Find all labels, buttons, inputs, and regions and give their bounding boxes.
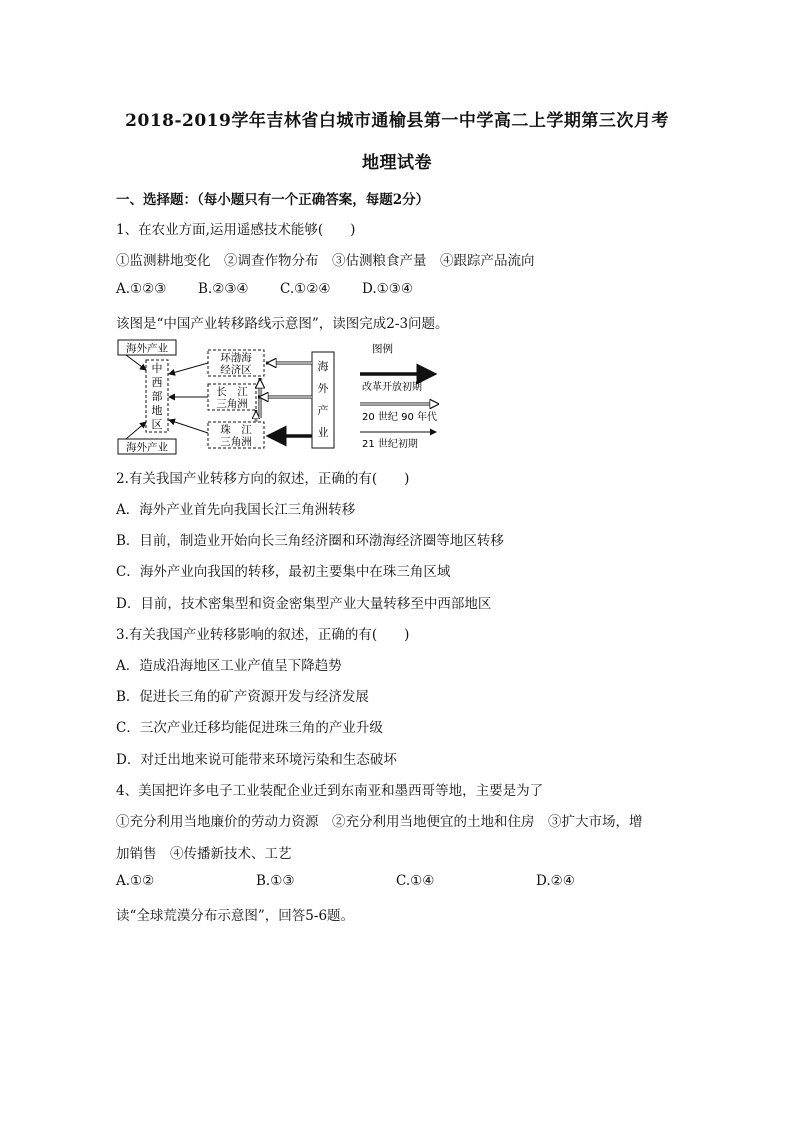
q2-option-d[interactable]: D．目前，技术密集型和资金密集型产业大量转移至中西部地区 — [116, 596, 492, 612]
or-char-3: 产 — [317, 404, 329, 417]
q3-option-c[interactable]: C．三次产业迁移均能促进珠三角的产业升级 — [116, 720, 383, 736]
yangtze-box — [208, 384, 256, 410]
cw-char-1: 中 — [151, 362, 163, 375]
or-char-4: 业 — [317, 426, 329, 439]
q3-option-d[interactable]: D．对迁出地来说可能带来环境污染和生态破坏 — [116, 752, 397, 768]
industry-transfer-diagram — [116, 338, 476, 456]
q4-option-a[interactable]: A.①② — [116, 873, 155, 889]
section-heading: 一、选择题：（每小题只有一个正确答案，每题2分） — [116, 192, 430, 208]
arrow-pearl-to-cw — [169, 420, 208, 433]
legend-label-1: 改革开放初期 — [362, 382, 422, 393]
intro-q5-6: 读“全球荒漠分布示意图”，回答5-6题。 — [116, 908, 355, 924]
q1-stem: 1、在农业方面,运用遥感技术能够( ) — [116, 222, 356, 238]
q4-items-line1: ①充分利用当地廉价的劳动力资源 ②充分利用当地便宜的土地和住房 ③扩大市场，增 — [116, 814, 643, 830]
cw-char-2: 西 — [151, 376, 163, 389]
q4-stem: 4、美国把许多电子工业装配企业迁到东南亚和墨西哥等地，主要是为了 — [116, 783, 544, 799]
legend-label-3: 21 世纪初期 — [362, 439, 418, 450]
pearl-box — [208, 422, 264, 448]
overseas-industry-bottom-box — [118, 439, 176, 454]
cw-char-4: 地 — [151, 404, 163, 417]
q1-option-d[interactable]: D.①③④ — [362, 281, 413, 297]
exam-title-line1: 2018-2019学年吉林省白城市通榆县第一中学高二上学期第三次月考 — [125, 111, 669, 131]
q4-items-line2: 加销售 ④传播新技术、工艺 — [116, 846, 292, 862]
overseas-bottom-label: 海外产业 — [126, 441, 168, 454]
q2-option-b[interactable]: B．目前，制造业开始向长三角经济圈和环渤海经济圈等地区转移 — [116, 533, 504, 549]
central-west-box — [146, 360, 168, 432]
pearl-line2: 三角洲 — [220, 436, 252, 448]
arrow-overseas-bottom-to-cw — [126, 422, 146, 439]
cw-char-3: 部 — [151, 390, 163, 403]
diagram-legend — [360, 342, 438, 450]
arrow-bohai-to-cw — [169, 363, 208, 374]
q3-option-b[interactable]: B．促进长三角的矿产资源开发与经济发展 — [116, 689, 369, 705]
bohai-line2: 经济区 — [220, 364, 252, 376]
q1-option-a[interactable]: A.①②③ — [116, 281, 167, 297]
q3-stem: 3.有关我国产业转移影响的叙述，正确的有( ) — [116, 627, 410, 643]
bohai-line1: 环渤海 — [220, 352, 252, 364]
q1-option-c[interactable]: C.①②④ — [280, 281, 331, 297]
q4-option-d[interactable]: D.②④ — [536, 873, 575, 889]
yangtze-line1: 长 江 — [216, 386, 248, 398]
q2-option-a[interactable]: A．海外产业首先向我国长江三角洲转移 — [116, 502, 356, 518]
q2-stem: 2.有关我国产业转移方向的叙述，正确的有( ) — [116, 471, 410, 487]
overseas-industry-right-box — [312, 352, 334, 448]
legend-title: 图例 — [372, 343, 393, 355]
overseas-top-label: 海外产业 — [126, 342, 168, 355]
q4-options — [116, 873, 575, 889]
bohai-box — [208, 350, 264, 376]
intro-q2-3: 该图是“中国产业转移路线示意图”，读图完成2-3问题。 — [116, 316, 449, 332]
q4-option-b[interactable]: B.①③ — [256, 873, 295, 889]
overseas-industry-top-box — [118, 340, 176, 355]
legend-label-2: 20 世纪 90 年代 — [362, 412, 437, 423]
q1-items: ①监测耕地变化 ②调查作物分布 ③估测粮食产量 ④跟踪产品流向 — [116, 253, 535, 269]
cw-char-5: 区 — [151, 418, 163, 431]
exam-title-line2: 地理试卷 — [362, 153, 432, 173]
q1-option-b[interactable]: B.②③④ — [198, 281, 249, 297]
pearl-line1: 珠 江 — [220, 424, 252, 436]
q2-option-c[interactable]: C．海外产业向我国的转移，最初主要集中在珠三角区域 — [116, 564, 451, 580]
yangtze-line2: 三角洲 — [216, 398, 248, 410]
q1-options — [116, 281, 413, 297]
arrow-overseas-top-to-cw — [126, 355, 146, 370]
or-char-2: 外 — [317, 382, 329, 395]
q4-option-c[interactable]: C.①④ — [396, 873, 435, 889]
or-char-1: 海 — [317, 360, 329, 373]
q3-option-a[interactable]: A．造成沿海地区工业产值呈下降趋势 — [116, 658, 342, 674]
